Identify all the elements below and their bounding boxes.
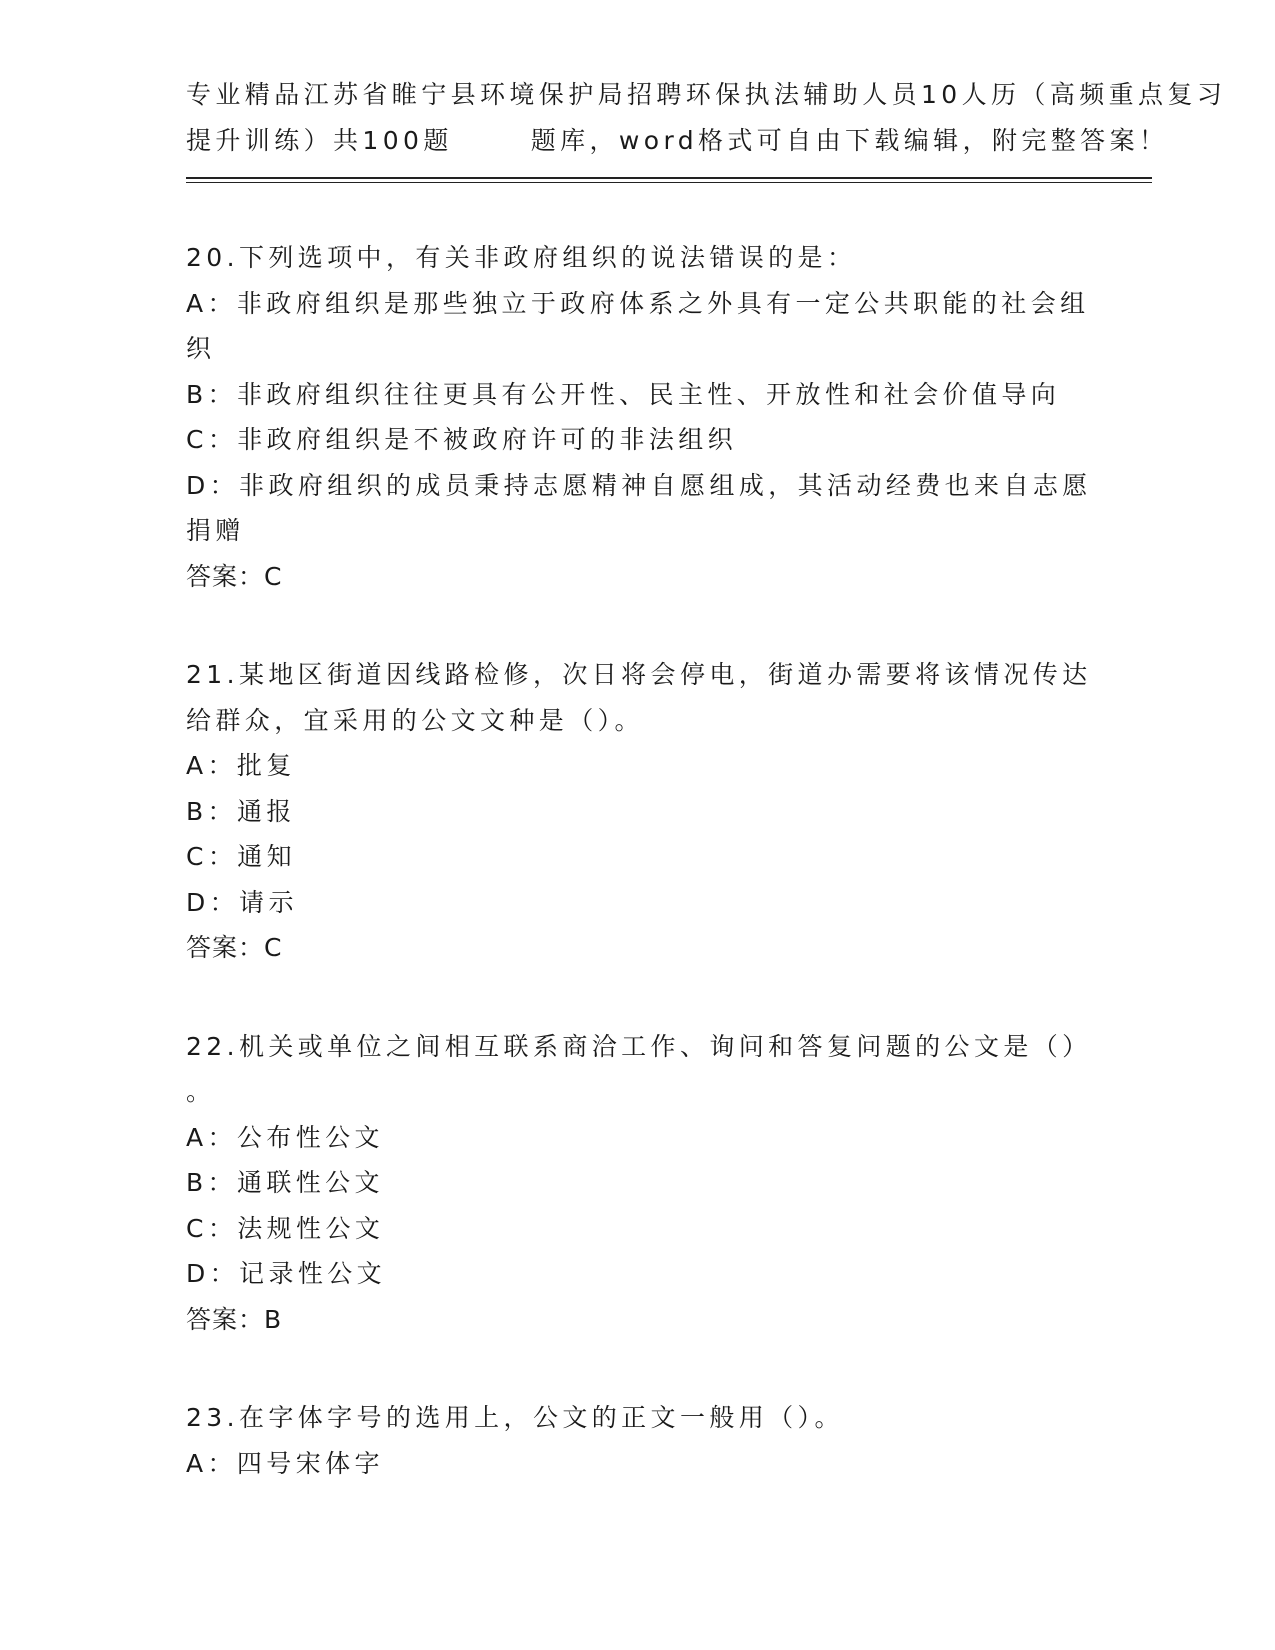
option-b: B：通报	[186, 796, 296, 826]
option-c: C：通知	[186, 842, 297, 871]
header-title-line-2-part-2: 题库，word格式可自由下载编辑，附完整答案！	[530, 125, 1169, 155]
option-c	[186, 417, 1086, 463]
answer-line: 答案：C	[186, 561, 283, 591]
option-line: 织	[186, 334, 216, 363]
option-c: C：法规性公文	[186, 1213, 385, 1243]
header-rule-thick	[186, 177, 1152, 179]
question-stem: 20.下列选项中，有关非政府组织的说法错误的是：	[186, 243, 857, 272]
option-line: A：非政府组织是那些独立于政府体系之外具有一定公共职能的社会组	[186, 288, 1090, 318]
question-21	[186, 652, 1092, 971]
header-title-line-2-part-1: 提升训练）共100题	[186, 125, 453, 155]
question-stem: 给群众，宜采用的公文文种是（）。	[186, 705, 644, 735]
option-line: C：非政府组织是不被政府许可的非法组织	[186, 425, 738, 454]
option-b	[186, 372, 1086, 418]
option-line: D：非政府组织的成员秉持志愿精神自愿组成，其活动经费也来自志愿	[186, 470, 1092, 500]
header-title-line-1: 专业精品江苏省睢宁县环境保护局招聘环保执法辅助人员10人历（高频重点复习	[186, 80, 1227, 109]
option-line: 捐赠	[186, 516, 245, 545]
question-20	[186, 235, 1092, 599]
option-a: A：四号宋体字	[186, 1448, 384, 1478]
question-stem: 22.机关或单位之间相互联系商洽工作、询问和答复问题的公文是（）	[186, 1031, 1092, 1061]
option-d: D：请示	[186, 887, 298, 917]
header-rule-thin	[186, 182, 1152, 183]
question-list	[186, 235, 1092, 1539]
question-23	[186, 1395, 1086, 1486]
option-a: A：公布性公文	[186, 1122, 384, 1152]
option-a: A：批复	[186, 751, 296, 780]
answer-line: 答案：C	[186, 933, 283, 962]
option-b: B：通联性公文	[186, 1168, 384, 1197]
question-stem: 21.某地区街道因线路检修，次日将会停电，街道办需要将该情况传达	[186, 660, 1092, 689]
document-header	[186, 72, 1227, 163]
header-title-line-2	[186, 118, 1169, 164]
question-stem: 23.在字体字号的选用上，公文的正文一般用（）。	[186, 1403, 844, 1432]
option-d: D：记录性公文	[186, 1259, 387, 1288]
question-stem: 。	[186, 1077, 216, 1106]
option-a	[186, 281, 1090, 372]
answer-line: 答案：B	[186, 1304, 283, 1334]
option-d	[186, 463, 1092, 554]
question-22	[186, 1024, 1092, 1343]
option-line: B：非政府组织往往更具有公开性、民主性、开放性和社会价值导向	[186, 379, 1061, 409]
